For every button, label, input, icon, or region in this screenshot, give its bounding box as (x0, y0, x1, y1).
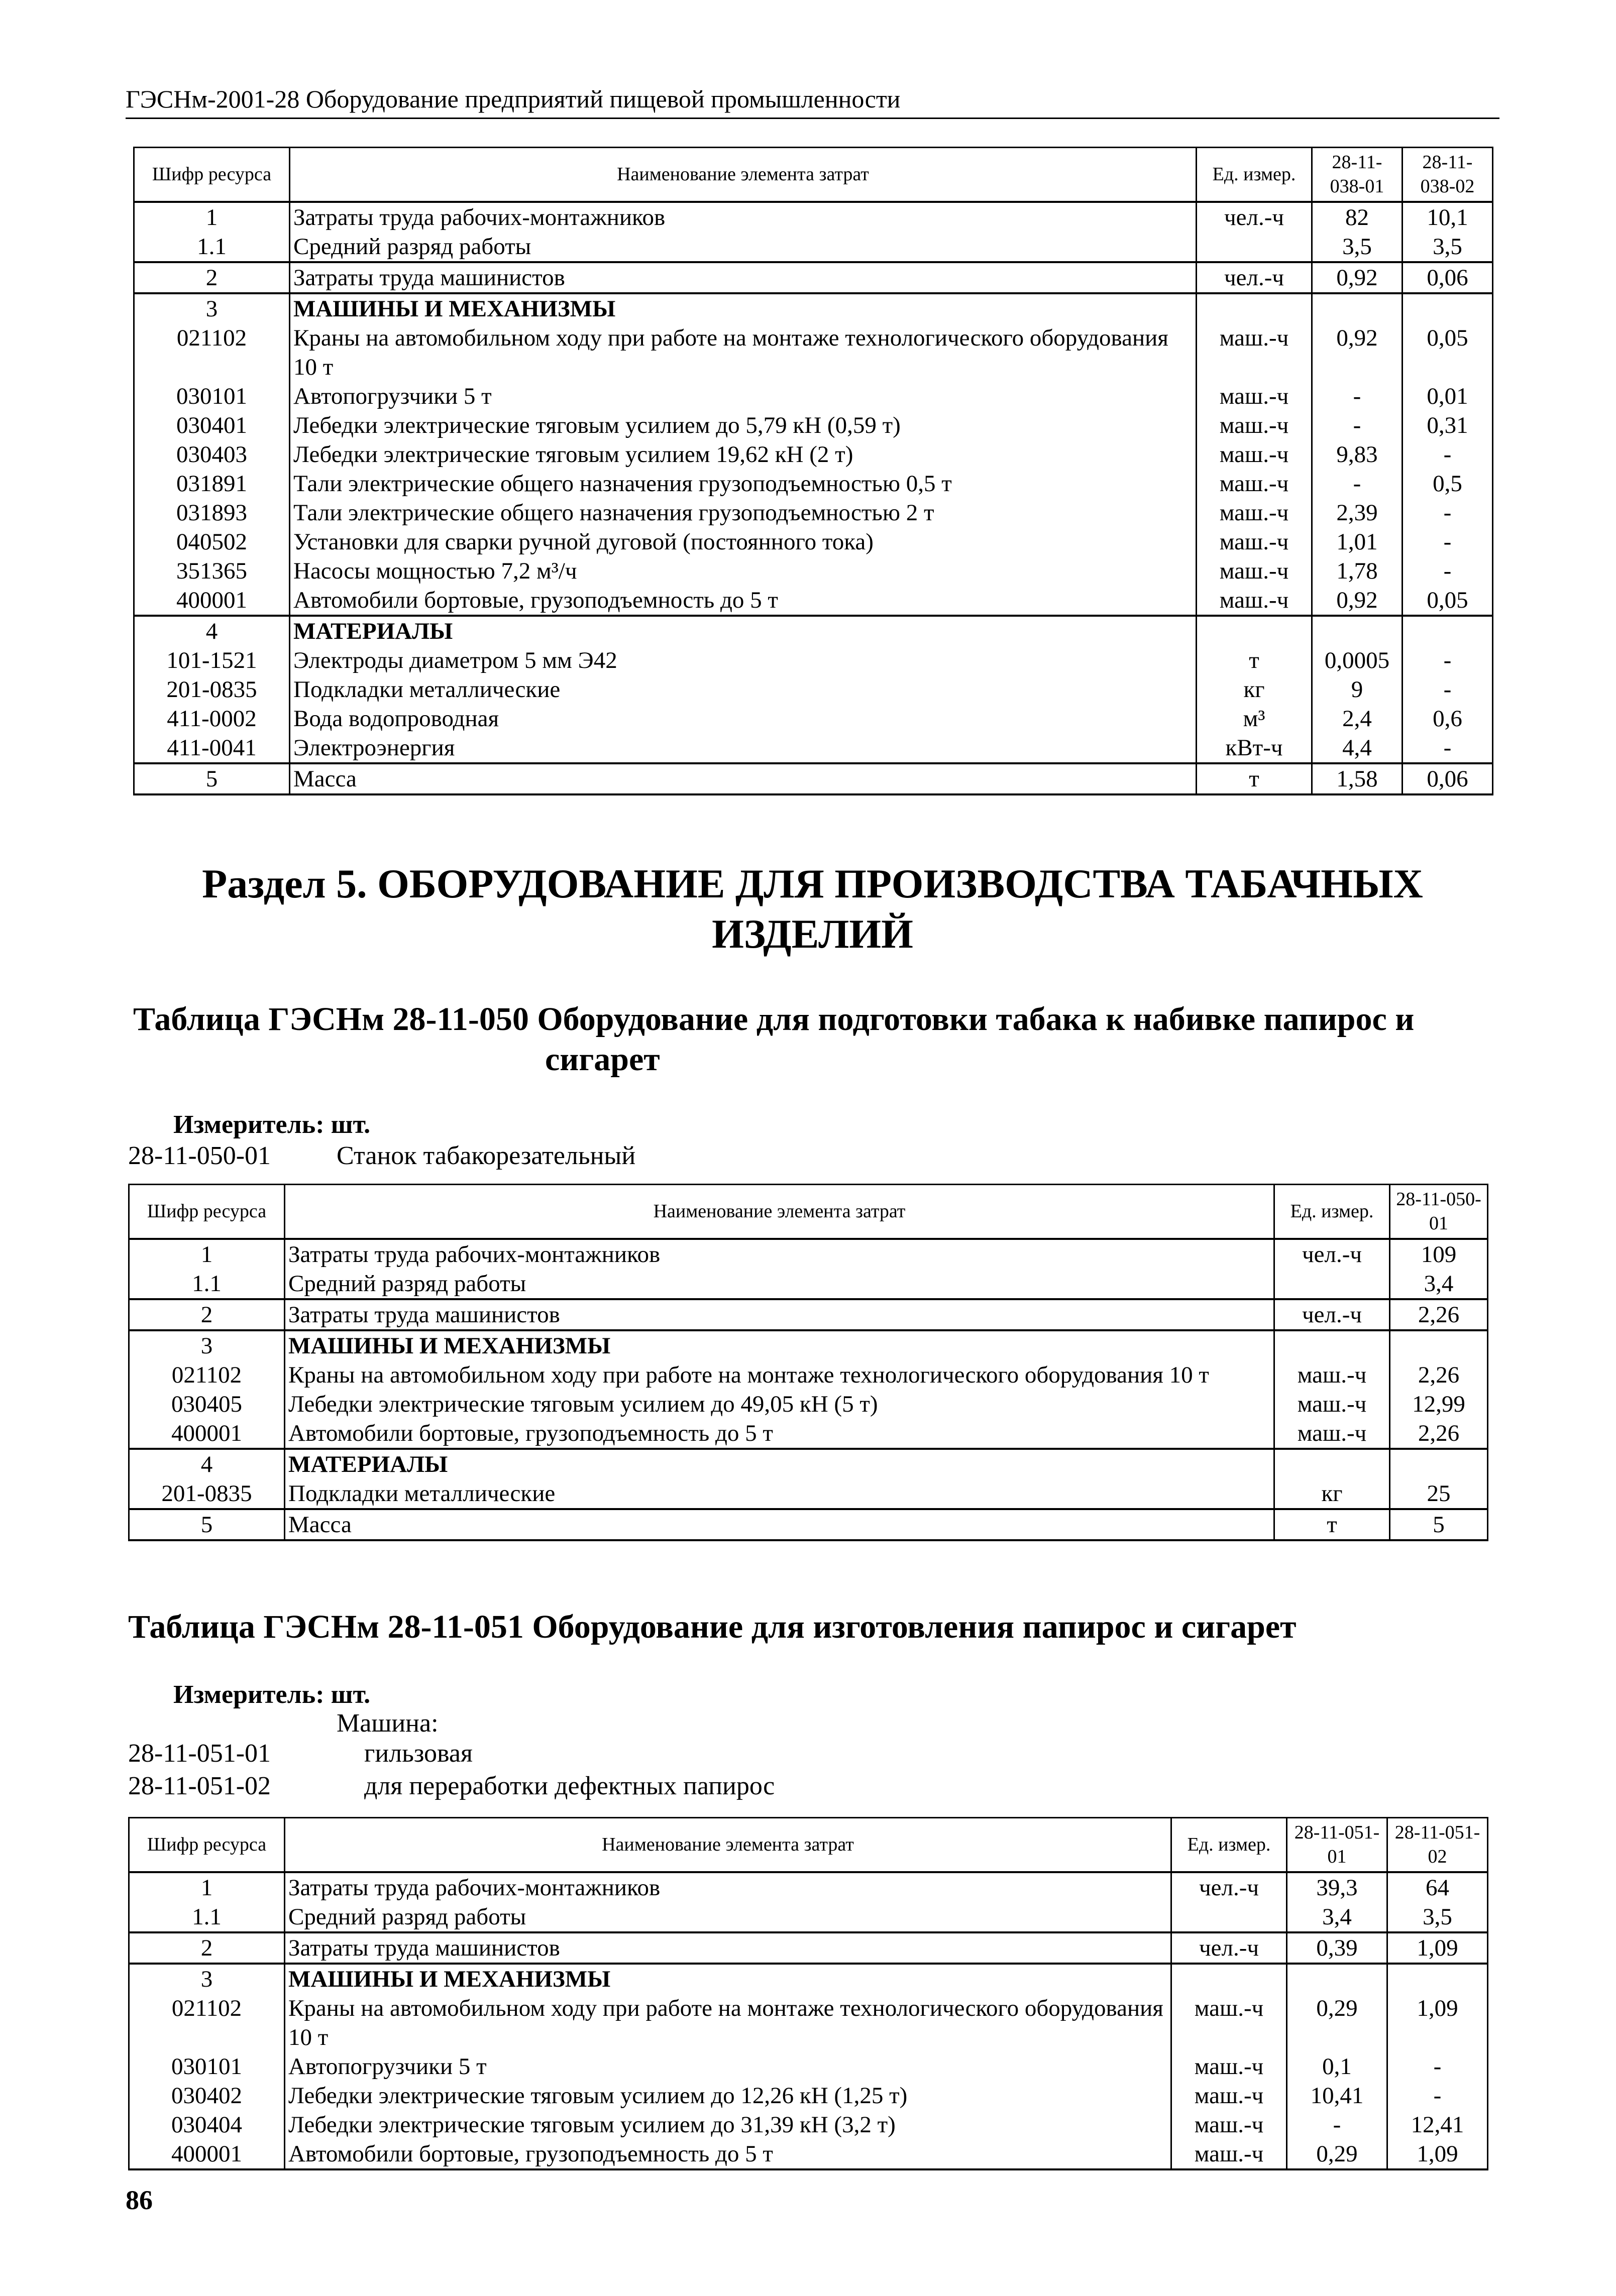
cell-code: 411-0041 (134, 733, 290, 763)
cell-unit: маш.-ч (1171, 2139, 1287, 2169)
cell-code: 031891 (134, 469, 290, 498)
table-row (129, 1360, 1488, 1390)
table-title-050 (133, 999, 1499, 1080)
table-row (129, 1269, 1488, 1299)
table-row (129, 1964, 1488, 1994)
cell-value: 0,39 (1287, 1932, 1387, 1964)
col-header-name: Наименование элемента затрат (290, 148, 1197, 202)
cell-value: 0,92 (1312, 262, 1403, 293)
cell-value: 9 (1312, 675, 1403, 704)
cell-name: Установки для сварки ручной дуговой (постоянного тока) (290, 527, 1197, 556)
cell-code: 030405 (129, 1390, 285, 1419)
cell-unit: маш.-ч (1197, 527, 1312, 556)
cell-unit: маш.-ч (1197, 586, 1312, 616)
cell-code: 1.1 (134, 232, 290, 262)
cell-code: 3 (129, 1330, 285, 1360)
section-title-line: ИЗДЕЛИЙ (712, 911, 913, 957)
cell-code: 030404 (129, 2110, 285, 2139)
cell-unit (1197, 232, 1312, 262)
cell-value: 0,05 (1403, 586, 1493, 616)
cell-value: 1,78 (1312, 556, 1403, 586)
cell-name: МАШИНЫ И МЕХАНИЗМЫ (290, 293, 1197, 323)
cell-unit: кг (1274, 1479, 1390, 1509)
item-name: Станок табакорезательный (337, 1141, 636, 1170)
cell-name: Краны на автомобильном ходу при работе на монтаже технологического оборудования 10 т (285, 1360, 1274, 1390)
cell-unit (1274, 1449, 1390, 1479)
cell-value: - (1403, 675, 1493, 704)
table-row (129, 1872, 1488, 1902)
cell-code: 2 (129, 1299, 285, 1330)
cell-code: 1 (134, 202, 290, 232)
cell-value: 2,4 (1312, 704, 1403, 733)
cell-code: 2 (129, 1932, 285, 1964)
cell-value: 3,5 (1403, 232, 1493, 262)
cell-unit: маш.-ч (1197, 440, 1312, 469)
cell-unit: чел.-ч (1171, 1872, 1287, 1902)
cell-code: 021102 (134, 323, 290, 382)
table-row (129, 1390, 1488, 1419)
cell-name: МАШИНЫ И МЕХАНИЗМЫ (285, 1964, 1171, 1994)
cell-value: 39,3 (1287, 1872, 1387, 1902)
table-row (129, 2139, 1488, 2169)
cell-code: 040502 (134, 527, 290, 556)
table-row (129, 1449, 1488, 1479)
section-title-line: Раздел 5. ОБОРУДОВАНИЕ ДЛЯ ПРОИЗВОДСТВА ТАБАЧНЫХ (202, 861, 1423, 906)
cell-name: МАШИНЫ И МЕХАНИЗМЫ (285, 1330, 1274, 1360)
col-header-norm: 28-11-051-02 (1387, 1818, 1488, 1872)
cell-unit: маш.-ч (1274, 1360, 1390, 1390)
cell-unit (1171, 1902, 1287, 1932)
cell-code: 3 (129, 1964, 285, 1994)
cell-value: 10,41 (1287, 2081, 1387, 2110)
item-code: 28-11-051-02 (128, 1772, 271, 1800)
table-row (134, 293, 1493, 323)
cell-unit: маш.-ч (1171, 2110, 1287, 2139)
cell-value: - (1403, 733, 1493, 763)
cell-unit: маш.-ч (1197, 498, 1312, 527)
cell-unit: маш.-ч (1197, 469, 1312, 498)
cell-code: 030101 (134, 382, 290, 411)
table-row (129, 1509, 1488, 1540)
cell-name: Масса (285, 1509, 1274, 1540)
cell-value (1403, 616, 1493, 646)
cell-name: Автомобили бортовые, грузоподъемность до 5 т (290, 586, 1197, 616)
cell-value: - (1287, 2110, 1387, 2139)
page-number: 86 (126, 2185, 153, 2215)
cell-value: 9,83 (1312, 440, 1403, 469)
meter-unit: шт. (331, 1680, 371, 1709)
cell-unit: маш.-ч (1197, 323, 1312, 382)
cell-name: Затраты труда машинистов (285, 1932, 1171, 1964)
cell-unit (1274, 1269, 1390, 1299)
cell-name: МАТЕРИАЛЫ (290, 616, 1197, 646)
cell-unit (1171, 1964, 1287, 1994)
cell-code: 030403 (134, 440, 290, 469)
cell-code: 021102 (129, 1994, 285, 2052)
cell-unit: чел.-ч (1197, 202, 1312, 232)
col-header-unit: Ед. измер. (1274, 1185, 1390, 1239)
table-row (134, 556, 1493, 586)
running-head: ГЭСНм-2001-28 Оборудование предприятий пищевой промышленности (126, 85, 901, 113)
cell-value (1312, 293, 1403, 323)
cell-unit: чел.-ч (1274, 1299, 1390, 1330)
cell-name: Затраты труда рабочих-монтажников (285, 1872, 1171, 1902)
cell-value: 2,26 (1390, 1360, 1488, 1390)
cell-name: Лебедки электрические тяговым усилием до 5,79 кН (0,59 т) (290, 411, 1197, 440)
cell-unit: м³ (1197, 704, 1312, 733)
col-header-norm: 28-11-038-02 (1403, 148, 1493, 202)
cell-value: 3,4 (1390, 1269, 1488, 1299)
cell-value: - (1403, 646, 1493, 675)
table-row (129, 1902, 1488, 1932)
cell-name: МАТЕРИАЛЫ (285, 1449, 1274, 1479)
table-row (134, 411, 1493, 440)
cell-code: 030401 (134, 411, 290, 440)
cell-value: - (1312, 469, 1403, 498)
cell-unit: т (1274, 1509, 1390, 1540)
table-row (129, 1239, 1488, 1269)
table-row (134, 763, 1493, 794)
cell-value: - (1312, 382, 1403, 411)
table-row (134, 202, 1493, 232)
cell-value (1312, 616, 1403, 646)
cell-unit: маш.-ч (1171, 2052, 1287, 2081)
section-title (126, 859, 1499, 959)
cell-value: 1,09 (1387, 2139, 1488, 2169)
cell-code: 3 (134, 293, 290, 323)
cell-name: Автомобили бортовые, грузоподъемность до 5 т (285, 1419, 1274, 1449)
meter-label: Измеритель: (173, 1110, 325, 1139)
cell-name: Лебедки электрические тяговым усилием до 12,26 кН (1,25 т) (285, 2081, 1171, 2110)
cell-value: 2,26 (1390, 1299, 1488, 1330)
cell-name: Подкладки металлические (285, 1479, 1274, 1509)
meter-051 (173, 1680, 370, 1710)
cell-name: Лебедки электрические тяговым усилием 19,62 кН (2 т) (290, 440, 1197, 469)
cell-code: 5 (129, 1509, 285, 1540)
cell-name: Затраты труда машинистов (290, 262, 1197, 293)
cell-unit: маш.-ч (1197, 556, 1312, 586)
cell-value: 0,1 (1287, 2052, 1387, 2081)
cell-value: 1,58 (1312, 763, 1403, 794)
cell-unit: маш.-ч (1197, 411, 1312, 440)
norm-table-038 (133, 147, 1493, 795)
machine-label: Машина: (337, 1709, 439, 1738)
cell-value: 0,6 (1403, 704, 1493, 733)
cell-name: Подкладки металлические (290, 675, 1197, 704)
cell-code: 2 (134, 262, 290, 293)
cell-unit: маш.-ч (1274, 1419, 1390, 1449)
cell-name: Электроды диаметром 5 мм Э42 (290, 646, 1197, 675)
cell-value (1287, 1964, 1387, 1994)
table-row (129, 1932, 1488, 1964)
cell-unit: маш.-ч (1197, 382, 1312, 411)
table-row (129, 2110, 1488, 2139)
cell-value (1403, 293, 1493, 323)
cell-code: 351365 (134, 556, 290, 586)
cell-value: 2,26 (1390, 1419, 1488, 1449)
table-row (134, 232, 1493, 262)
norm-table-051 (128, 1817, 1488, 2170)
cell-value (1390, 1330, 1488, 1360)
cell-unit: чел.-ч (1171, 1932, 1287, 1964)
table-row (134, 527, 1493, 556)
cell-value: 3,4 (1287, 1902, 1387, 1932)
cell-name: Затраты труда рабочих-монтажников (290, 202, 1197, 232)
cell-code: 411-0002 (134, 704, 290, 733)
cell-value (1390, 1449, 1488, 1479)
cell-code: 1.1 (129, 1269, 285, 1299)
cell-value: 2,39 (1312, 498, 1403, 527)
cell-name: Лебедки электрические тяговым усилием до 31,39 кН (3,2 т) (285, 2110, 1171, 2139)
cell-value: 4,4 (1312, 733, 1403, 763)
table-row (129, 1330, 1488, 1360)
cell-unit: чел.-ч (1274, 1239, 1390, 1269)
cell-value: 0,29 (1287, 1994, 1387, 2052)
cell-value: 25 (1390, 1479, 1488, 1509)
cell-value: - (1387, 2052, 1488, 2081)
table-row (129, 2052, 1488, 2081)
table-title-line: Таблица ГЭСНм 28-11-050 Оборудование для подготовки табака к набивке папирос и (133, 1001, 1415, 1038)
cell-unit (1274, 1330, 1390, 1360)
cell-code: 1.1 (129, 1902, 285, 1932)
cell-value: - (1403, 556, 1493, 586)
cell-code: 1 (129, 1872, 285, 1902)
meter-unit: шт. (331, 1110, 371, 1139)
cell-value: 0,06 (1403, 262, 1493, 293)
col-header-code: Шифр ресурса (129, 1185, 285, 1239)
cell-value: 12,41 (1387, 2110, 1488, 2139)
cell-value: 0,05 (1403, 323, 1493, 382)
cell-unit: маш.-ч (1171, 1994, 1287, 2052)
cell-code: 201-0835 (129, 1479, 285, 1509)
cell-code: 400001 (134, 586, 290, 616)
cell-value: 0,92 (1312, 586, 1403, 616)
table-row (129, 2081, 1488, 2110)
table-title-line: сигарет (545, 1041, 660, 1078)
cell-name: Насосы мощностью 7,2 м³/ч (290, 556, 1197, 586)
cell-value: 1,09 (1387, 1994, 1488, 2052)
cell-value: 109 (1390, 1239, 1488, 1269)
header-rule (126, 118, 1499, 119)
cell-value: - (1403, 498, 1493, 527)
table-row (129, 1419, 1488, 1449)
cell-value: 0,01 (1403, 382, 1493, 411)
cell-name: Средний разряд работы (285, 1269, 1274, 1299)
cell-code: 4 (134, 616, 290, 646)
cell-value: 3,5 (1312, 232, 1403, 262)
cell-value: 1,09 (1387, 1932, 1488, 1964)
col-header-norm: 28-11-051-01 (1287, 1818, 1387, 1872)
cell-value: 3,5 (1387, 1902, 1488, 1932)
cell-code: 5 (134, 763, 290, 794)
cell-unit: чел.-ч (1197, 262, 1312, 293)
col-header-norm: 28-11-050-01 (1390, 1185, 1488, 1239)
cell-value: 5 (1390, 1509, 1488, 1540)
table-row (134, 616, 1493, 646)
meter-label: Измеритель: (173, 1680, 325, 1709)
cell-name: Тали электрические общего назначения грузоподъемностью 0,5 т (290, 469, 1197, 498)
cell-value: 0,5 (1403, 469, 1493, 498)
table-row (134, 704, 1493, 733)
table-row (134, 323, 1493, 382)
cell-value: 12,99 (1390, 1390, 1488, 1419)
cell-unit (1197, 616, 1312, 646)
item-name: гильзовая (364, 1739, 473, 1768)
cell-code: 400001 (129, 1419, 285, 1449)
table-row (134, 675, 1493, 704)
cell-name: Автопогрузчики 5 т (290, 382, 1197, 411)
cell-value: - (1312, 411, 1403, 440)
cell-unit: маш.-ч (1274, 1390, 1390, 1419)
cell-code: 030101 (129, 2052, 285, 2081)
cell-code: 201-0835 (134, 675, 290, 704)
cell-value: 1,01 (1312, 527, 1403, 556)
table-row (134, 733, 1493, 763)
cell-value: - (1387, 2081, 1488, 2110)
table-row (134, 586, 1493, 616)
cell-code: 400001 (129, 2139, 285, 2169)
item-name: для переработки дефектных папирос (364, 1772, 775, 1800)
table-row (134, 382, 1493, 411)
meter-050 (173, 1110, 370, 1140)
cell-name: Средний разряд работы (290, 232, 1197, 262)
cell-value: 10,1 (1403, 202, 1493, 232)
cell-unit: маш.-ч (1171, 2081, 1287, 2110)
table-row (134, 469, 1493, 498)
cell-name: Затраты труда рабочих-монтажников (285, 1239, 1274, 1269)
table-row (129, 1479, 1488, 1509)
item-code: 28-11-051-01 (128, 1739, 271, 1768)
cell-unit: кВт-ч (1197, 733, 1312, 763)
cell-name: Тали электрические общего назначения грузоподъемностью 2 т (290, 498, 1197, 527)
col-header-name: Наименование элемента затрат (285, 1185, 1274, 1239)
cell-value: - (1403, 527, 1493, 556)
cell-unit: кг (1197, 675, 1312, 704)
cell-value: 0,92 (1312, 323, 1403, 382)
table-row (134, 646, 1493, 675)
cell-unit (1197, 293, 1312, 323)
cell-value: 0,31 (1403, 411, 1493, 440)
cell-code: 021102 (129, 1360, 285, 1390)
cell-value: 0,29 (1287, 2139, 1387, 2169)
col-header-unit: Ед. измер. (1197, 148, 1312, 202)
norm-table-050 (128, 1184, 1488, 1541)
cell-name: Автомобили бортовые, грузоподъемность до 5 т (285, 2139, 1171, 2169)
cell-name: Лебедки электрические тяговым усилием до 49,05 кН (5 т) (285, 1390, 1274, 1419)
cell-unit: т (1197, 763, 1312, 794)
cell-name: Средний разряд работы (285, 1902, 1171, 1932)
col-header-norm: 28-11-038-01 (1312, 148, 1403, 202)
cell-code: 1 (129, 1239, 285, 1269)
table-row (129, 1994, 1488, 2052)
col-header-code: Шифр ресурса (134, 148, 290, 202)
cell-value: - (1403, 440, 1493, 469)
item-code: 28-11-050-01 (128, 1141, 271, 1170)
table-row (134, 498, 1493, 527)
cell-unit: т (1197, 646, 1312, 675)
cell-name: Затраты труда машинистов (285, 1299, 1274, 1330)
cell-name: Масса (290, 763, 1197, 794)
col-header-code: Шифр ресурса (129, 1818, 285, 1872)
cell-code: 031893 (134, 498, 290, 527)
cell-code: 030402 (129, 2081, 285, 2110)
cell-value (1387, 1964, 1488, 1994)
cell-value: 64 (1387, 1872, 1488, 1902)
table-row (134, 440, 1493, 469)
cell-value: 0,0005 (1312, 646, 1403, 675)
cell-name: Краны на автомобильном ходу при работе на монтаже технологического оборудования 10 т (290, 323, 1197, 382)
table-row (129, 1299, 1488, 1330)
cell-value: 82 (1312, 202, 1403, 232)
cell-name: Краны на автомобильном ходу при работе на монтаже технологического оборудования 10 т (285, 1994, 1171, 2052)
table-title-051: Таблица ГЭСНм 28-11-051 Оборудование для изготовления папирос и сигарет (128, 1609, 1297, 1645)
col-header-unit: Ед. измер. (1171, 1818, 1287, 1872)
col-header-name: Наименование элемента затрат (285, 1818, 1171, 1872)
cell-name: Вода водопроводная (290, 704, 1197, 733)
cell-name: Электроэнергия (290, 733, 1197, 763)
table-row (134, 262, 1493, 293)
cell-code: 101-1521 (134, 646, 290, 675)
cell-code: 4 (129, 1449, 285, 1479)
cell-name: Автопогрузчики 5 т (285, 2052, 1171, 2081)
cell-value: 0,06 (1403, 763, 1493, 794)
